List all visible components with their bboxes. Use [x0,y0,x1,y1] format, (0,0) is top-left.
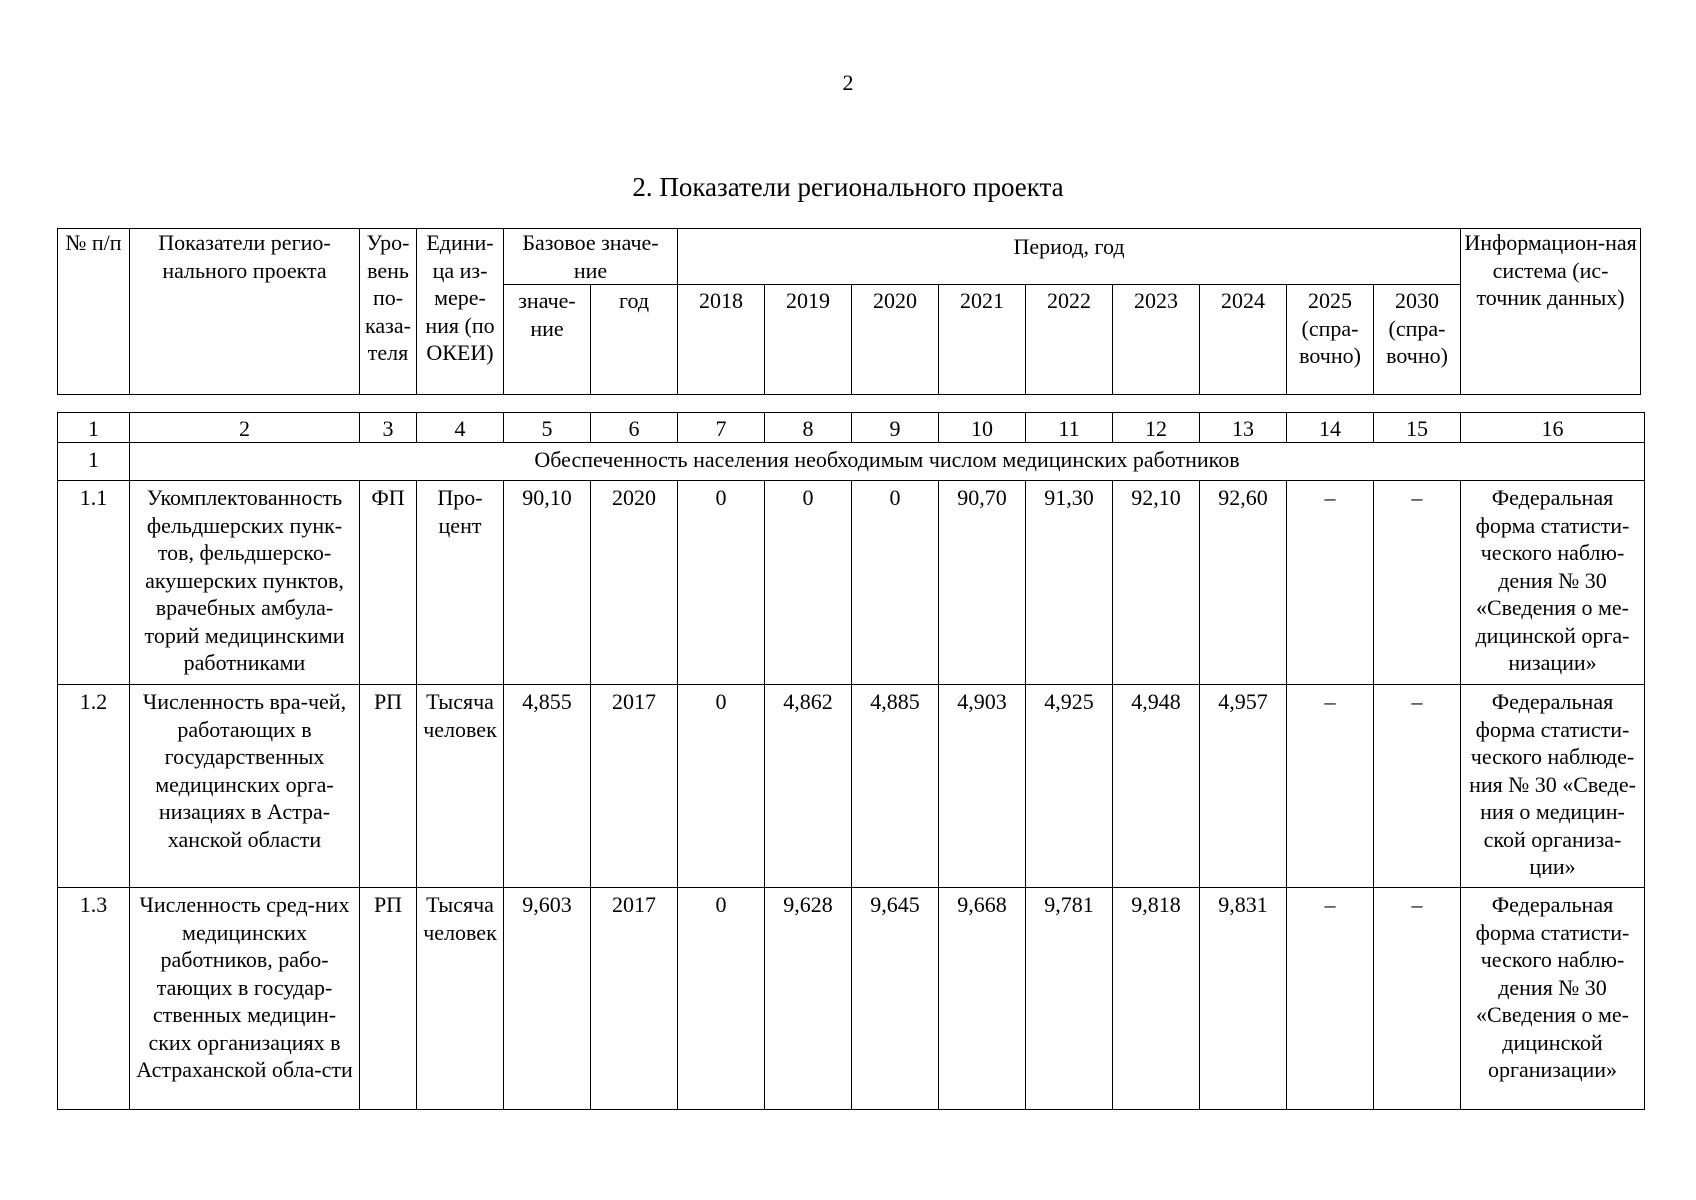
indicator-level: ФП [360,481,417,685]
year-value: – [1287,481,1374,685]
table-row [58,888,1645,1110]
table-body [57,412,1645,1110]
column-number: 14 [1287,413,1374,443]
column-number: 16 [1461,413,1645,443]
header-year: 2021 [939,285,1026,395]
section-title: Обеспеченность населения необходимым числом медицинских работников [130,443,1645,481]
header-year: 2025 (спра-вочно) [1287,285,1374,395]
header-base: Базовое значе-ние [504,229,678,285]
year-value: – [1374,888,1461,1110]
row-num: 1.2 [58,685,130,888]
data-source: Федеральная форма статисти-ческого наблю-дения № 30 «Сведения о ме-дицинской орга-низации» [1461,481,1645,685]
column-number: 2 [130,413,360,443]
year-value: 4,862 [765,685,852,888]
column-number: 9 [852,413,939,443]
base-value: 4,855 [504,685,591,888]
year-value: 0 [678,685,765,888]
column-number: 3 [360,413,417,443]
column-number: 10 [939,413,1026,443]
year-value: 91,30 [1026,481,1113,685]
page-number: 2 [842,70,854,95]
section-row [58,443,1645,481]
column-number: 7 [678,413,765,443]
year-value: 9,668 [939,888,1026,1110]
header-period: Период, год [678,229,1461,285]
year-value: 4,957 [1200,685,1287,888]
base-year: 2020 [591,481,678,685]
year-value: – [1287,685,1374,888]
header-base-year: год [591,285,678,395]
page-title: 2. Показатели регионального проекта [632,172,1064,202]
year-value: 4,925 [1026,685,1113,888]
base-value: 90,10 [504,481,591,685]
column-number: 1 [58,413,130,443]
column-number: 13 [1200,413,1287,443]
year-value: 90,70 [939,481,1026,685]
section-num: 1 [58,443,130,481]
row-num: 1.1 [58,481,130,685]
header-year: 2019 [765,285,852,395]
indicator-name: Численность вра-чей, работающих в государственных медицинских орга-низациях в Астра-ханской области [130,685,360,888]
year-value: – [1287,888,1374,1110]
header-base-value: значе-ние [504,285,591,395]
header-name: Показатели регио-нального проекта [130,229,360,395]
year-value: – [1374,481,1461,685]
indicator-unit: Тысяча человек [417,888,504,1110]
header-num: № п/п [58,229,130,395]
year-value: 0 [678,481,765,685]
indicator-level: РП [360,685,417,888]
table-header [57,228,1641,395]
year-value: – [1374,685,1461,888]
header-level: Уро-вень по-каза-теля [360,229,417,395]
header-year: 2023 [1113,285,1200,395]
year-value: 9,781 [1026,888,1113,1110]
base-value: 9,603 [504,888,591,1110]
data-source: Федеральная форма статисти-ческого наблюде-ния № 30 «Сведе-ния о медицин-ской организа-ции» [1461,685,1645,888]
column-number: 6 [591,413,678,443]
header-year: 2030 (спра-вочно) [1374,285,1461,395]
column-number: 15 [1374,413,1461,443]
column-number: 11 [1026,413,1113,443]
year-value: 0 [852,481,939,685]
year-value: 0 [678,888,765,1110]
column-number: 12 [1113,413,1200,443]
indicator-unit: Тысяча человек [417,685,504,888]
year-value: 92,60 [1200,481,1287,685]
table-row [58,685,1645,888]
column-numbers-row [58,413,1645,443]
year-value: 9,645 [852,888,939,1110]
header-year: 2020 [852,285,939,395]
data-source: Федеральная форма статисти-ческого наблю-дения № 30 «Сведения о ме-дицинской организации» [1461,888,1645,1110]
header-year: 2022 [1026,285,1113,395]
header-year: 2018 [678,285,765,395]
indicator-unit: Про-цент [417,481,504,685]
year-value: 4,903 [939,685,1026,888]
base-year: 2017 [591,888,678,1110]
year-value: 9,831 [1200,888,1287,1110]
header-source: Информацион-ная система (ис-точник данных) [1461,229,1641,395]
year-value: 9,628 [765,888,852,1110]
column-number: 5 [504,413,591,443]
year-value: 4,885 [852,685,939,888]
row-num: 1.3 [58,888,130,1110]
table-row [58,481,1645,685]
year-value: 9,818 [1113,888,1200,1110]
header-year: 2024 [1200,285,1287,395]
indicator-name: Укомплектованность фельдшерских пунк-тов, фельдшерско-акушерских пунктов, врачебных амбула-торий медицинскими работниками [130,481,360,685]
year-value: 92,10 [1113,481,1200,685]
column-number: 8 [765,413,852,443]
header-unit: Едини-ца из-мере-ния (по ОКЕИ) [417,229,504,395]
indicator-level: РП [360,888,417,1110]
year-value: 4,948 [1113,685,1200,888]
year-value: 0 [765,481,852,685]
indicator-name: Численность сред-них медицинских работников, рабо-тающих в государ-ственных медицин-ских организациях в Астраханской обла-сти [130,888,360,1110]
column-number: 4 [417,413,504,443]
base-year: 2017 [591,685,678,888]
